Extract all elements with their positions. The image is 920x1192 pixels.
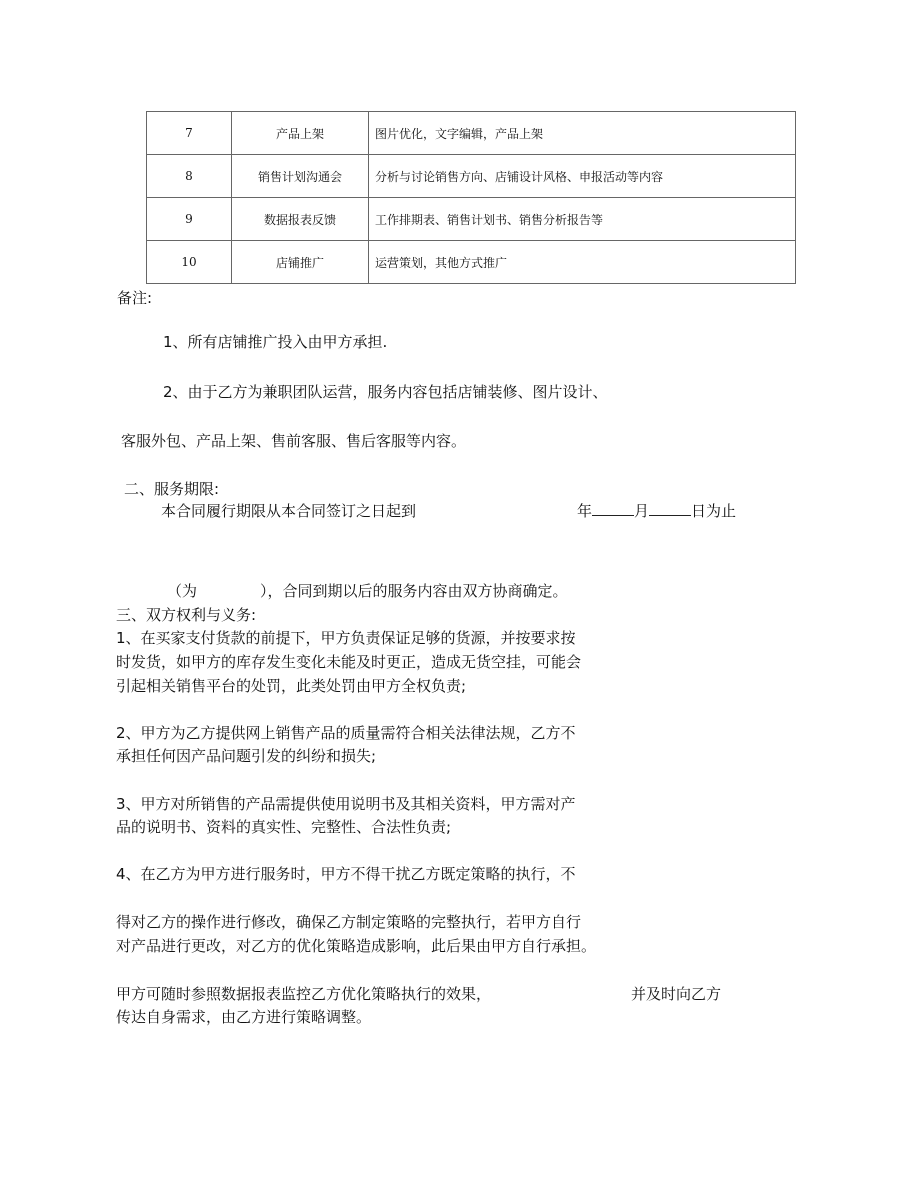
service-content: 图片优化，文字编辑，产品上架 — [369, 112, 796, 155]
service-item: 产品上架 — [232, 112, 369, 155]
service-content: 运营策划，其他方式推广 — [369, 241, 796, 284]
term-line-2-open: （为 — [167, 582, 198, 600]
row-number: 7 — [147, 112, 232, 155]
clause-4-line-2: 得对乙方的操作进行修改，确保乙方制定策略的完整执行，若甲方自行 — [116, 913, 582, 931]
remark-item-1: 1、所有店铺推广投入由甲方承担. — [163, 333, 388, 351]
clause-1-line-1: 1、在买家支付货款的前提下，甲方负责保证足够的货源，并按要求按 — [116, 629, 576, 647]
section-3-heading: 三、双方权利与义务: — [116, 606, 257, 624]
service-item: 数据报表反馈 — [232, 198, 369, 241]
clause-1-line-2: 时发货，如甲方的库存发生变化未能及时更正，造成无货空挂，可能会 — [116, 653, 582, 671]
service-item: 销售计划沟通会 — [232, 155, 369, 198]
clause-5-line-1b: 并及时向乙方 — [631, 985, 722, 1003]
table-row — [147, 198, 796, 241]
year-label: 年 — [577, 502, 593, 520]
clause-5-line-2: 传达自身需求，由乙方进行策略调整。 — [116, 1008, 372, 1026]
table-row — [147, 155, 796, 198]
row-number: 9 — [147, 198, 232, 241]
service-table — [146, 111, 796, 284]
day-end-label: 日为止 — [691, 502, 737, 520]
remarks-heading: 备注: — [117, 289, 153, 307]
remark-item-2-line-2: 客服外包、产品上架、售前客服、售后客服等内容。 — [121, 432, 467, 450]
clause-4-line-1: 4、在乙方为甲方进行服务时，甲方不得干扰乙方既定策略的执行，不 — [116, 865, 576, 883]
clause-5-line-1a: 甲方可随时参照数据报表监控乙方优化策略执行的效果， — [116, 985, 492, 1003]
clause-3-line-2: 品的说明书、资料的真实性、完整性、合法性负责; — [116, 818, 452, 836]
month-blank — [592, 501, 634, 516]
service-content: 分析与讨论销售方向、店铺设计风格、申报活动等内容 — [369, 155, 796, 198]
day-blank — [649, 501, 691, 516]
month-label: 月 — [634, 502, 650, 520]
term-line-1-date — [577, 500, 736, 521]
service-item: 店铺推广 — [232, 241, 369, 284]
term-line-2-close: ），合同到期以后的服务内容由双方协商确定。 — [260, 582, 568, 600]
clause-4-line-3: 对产品进行更改，对乙方的优化策略造成影响，此后果由甲方自行承担。 — [116, 937, 597, 955]
table-row — [147, 241, 796, 284]
term-line-1-start: 本合同履行期限从本合同签订之日起到 — [161, 502, 417, 520]
clause-3-line-1: 3、甲方对所销售的产品需提供使用说明书及其相关资料，甲方需对产 — [116, 795, 576, 813]
clause-1-line-3: 引起相关销售平台的处罚，此类处罚由甲方全权负责; — [116, 677, 467, 695]
clause-2-line-2: 承担任何因产品问题引发的纠纷和损失; — [116, 747, 377, 765]
remark-item-2-line-1: 2、由于乙方为兼职团队运营，服务内容包括店铺装修、图片设计、 — [163, 383, 608, 401]
row-number: 8 — [147, 155, 232, 198]
clause-2-line-1: 2、甲方为乙方提供网上销售产品的质量需符合相关法律法规，乙方不 — [116, 724, 576, 742]
table-row — [147, 112, 796, 155]
section-2-heading: 二、服务期限: — [124, 480, 220, 498]
row-number: 10 — [147, 241, 232, 284]
service-content: 工作排期表、销售计划书、销售分析报告等 — [369, 198, 796, 241]
